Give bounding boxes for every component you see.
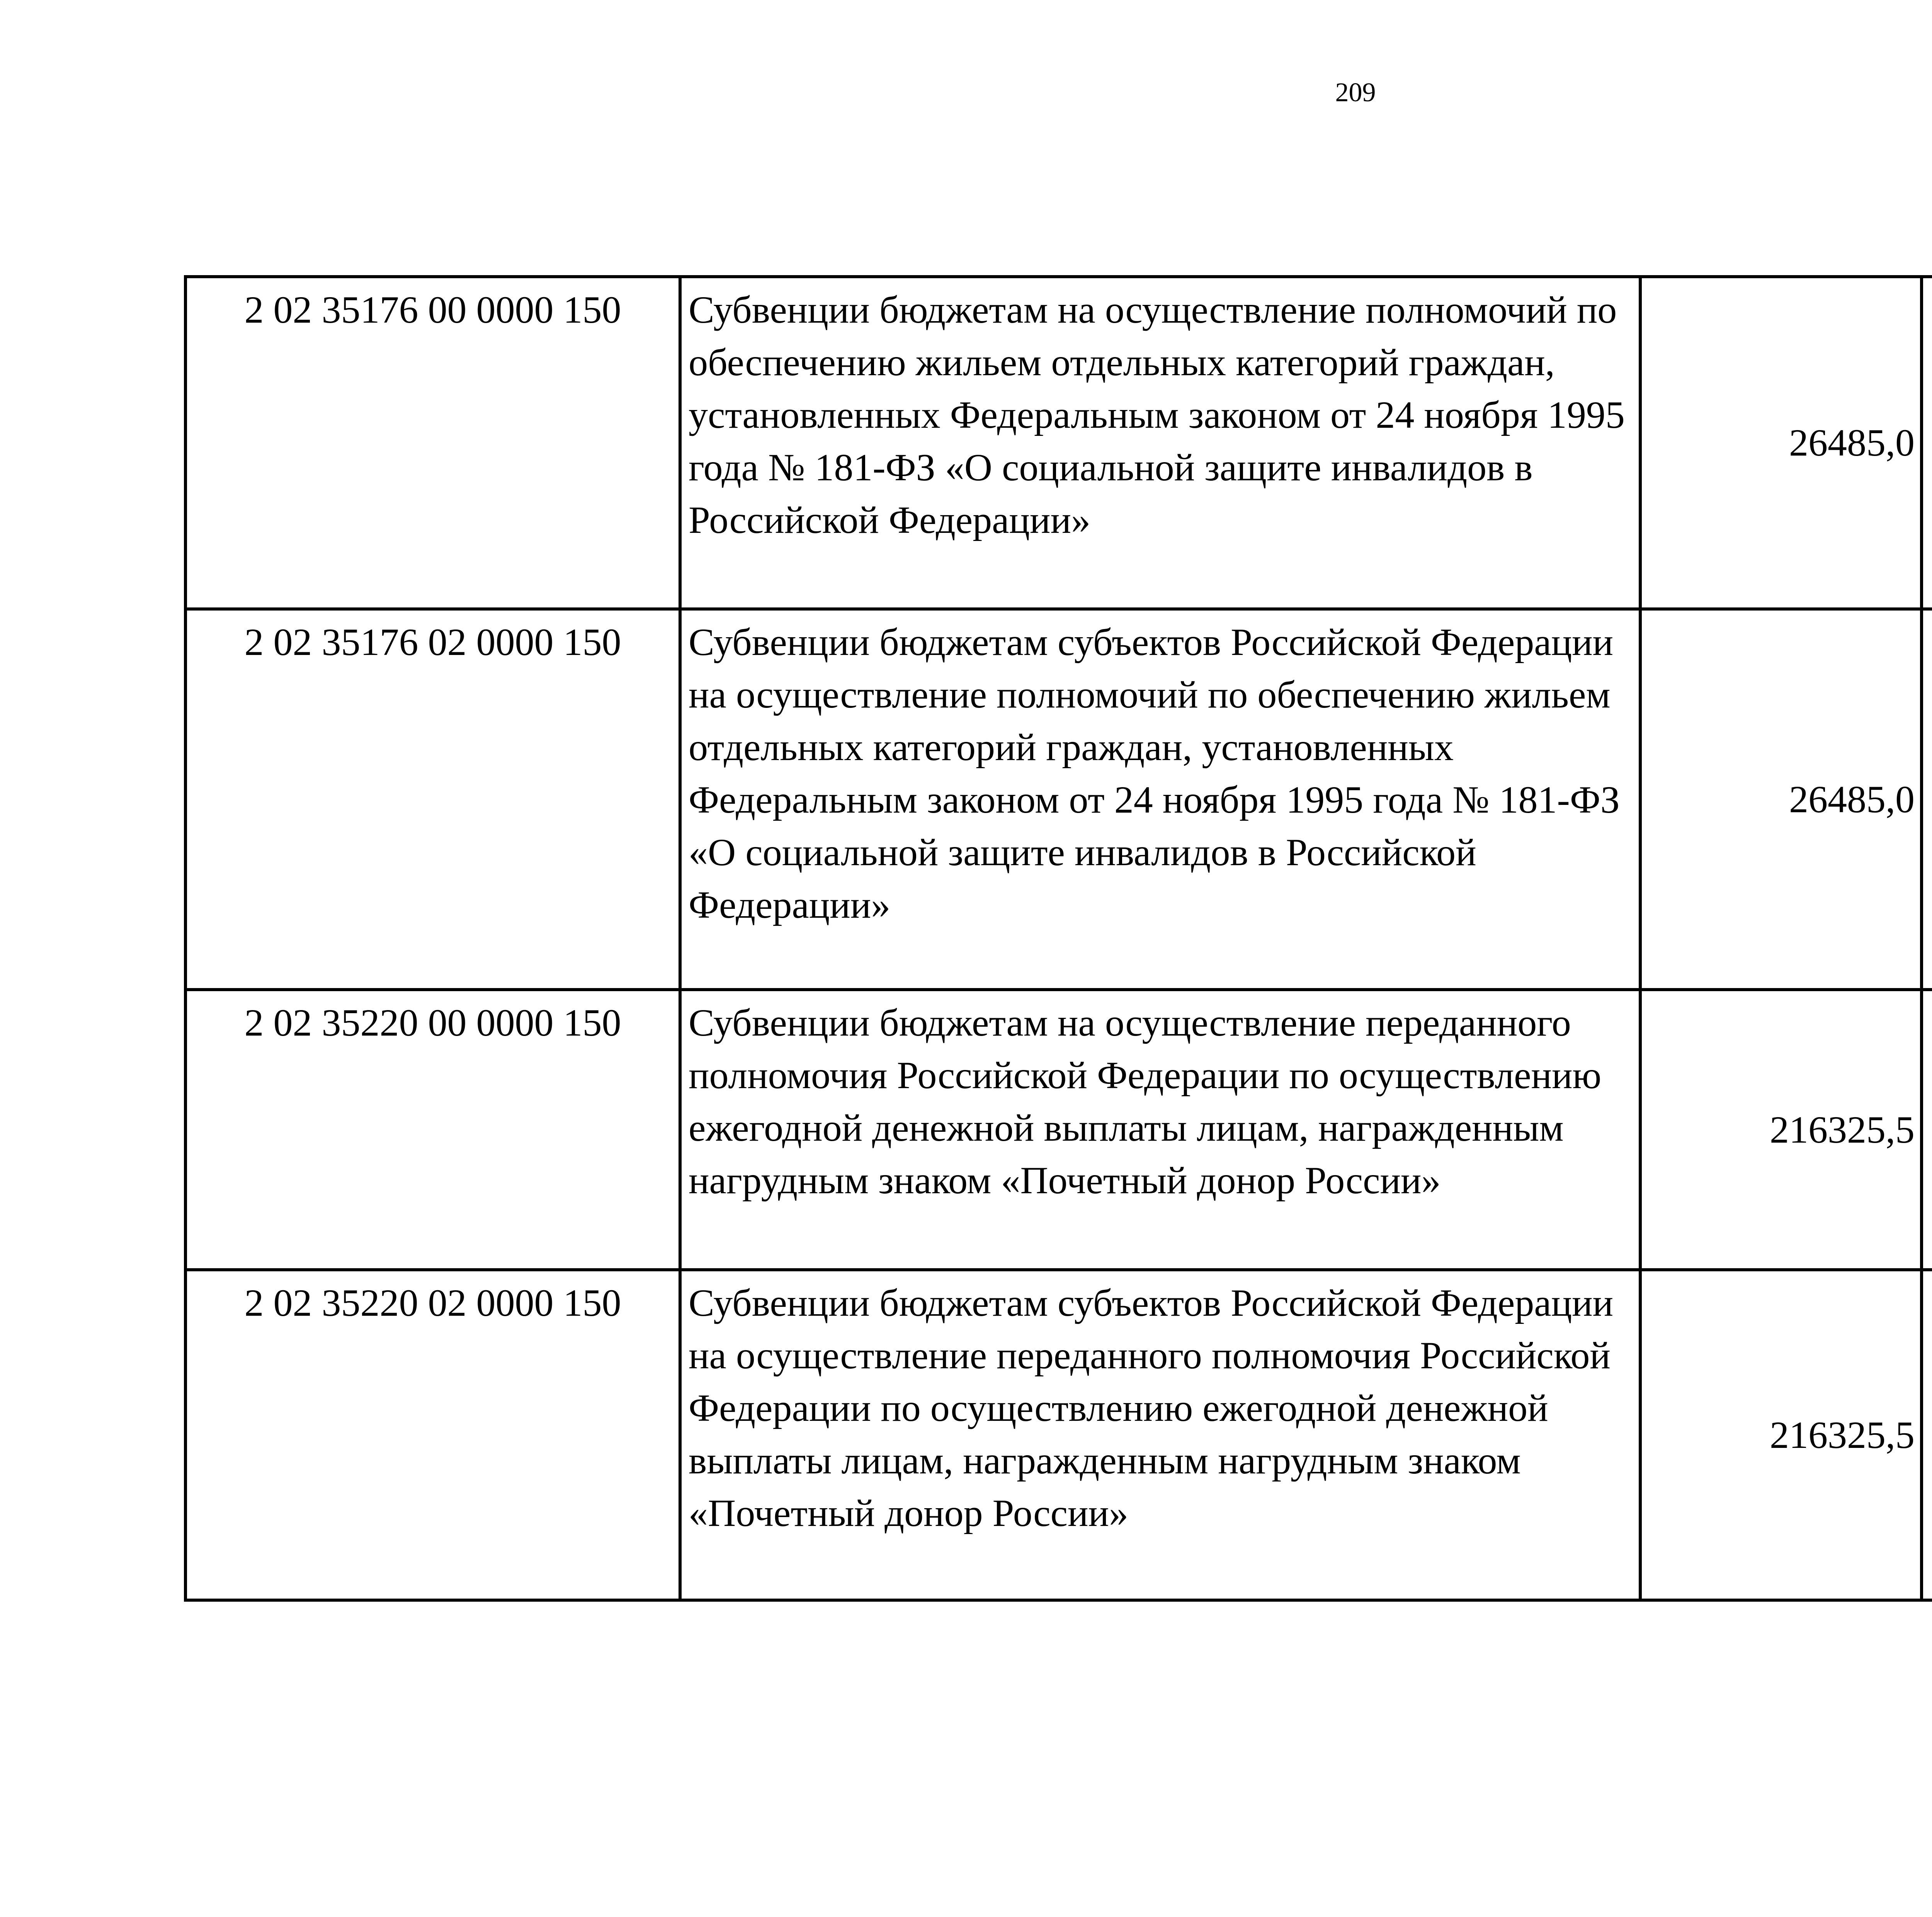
budget-description: Субвенции бюджетам субъектов Российской Федерации на осуществление полномочий по обеспечению жильем отдельных категорий граждан, установленных Федеральным законом от 24 ноября 1995 года № 181-ФЗ «О социальной защите инвалидов в Российской Федерации» [680,609,1640,990]
value-year-2 [1922,990,1932,1270]
budget-description: Субвенции бюджетам субъектов Российской Федерации на осуществление переданного полномочия Российской Федерации по осуществлению ежегодной денежной выплаты лицам, награжденным нагрудным знаком «Почетный донор России» [680,1270,1640,1600]
table-row [185,990,1932,1270]
value-year-1: 26485,0 [1640,609,1922,990]
budget-table [184,275,1932,1602]
table-row [185,1270,1932,1600]
budget-code: 2 02 35220 00 0000 150 [185,990,680,1270]
value-year-2 [1922,277,1932,609]
table-row [185,277,1932,609]
budget-code: 2 02 35220 02 0000 150 [185,1270,680,1600]
budget-code: 2 02 35176 00 0000 150 [185,277,680,609]
value-year-2 [1922,1270,1932,1600]
budget-code: 2 02 35176 02 0000 150 [185,609,680,990]
budget-description: Субвенции бюджетам на осуществление переданного полномочия Российской Федерации по осуществлению ежегодной денежной выплаты лицам, награжденным нагрудным знаком «Почетный донор России» [680,990,1640,1270]
value-year-1: 216325,5 [1640,1270,1922,1600]
value-year-2 [1922,609,1932,990]
page-number: 209 [1335,78,1376,107]
budget-description: Субвенции бюджетам на осуществление полномочий по обеспечению жильем отдельных категорий граждан, установленных Федеральным законом от 24 ноября 1995 года № 181-ФЗ «О социальной защите инвалидов в Российской Федерации» [680,277,1640,609]
table-row [185,609,1932,990]
value-year-1: 216325,5 [1640,990,1922,1270]
value-year-1: 26485,0 [1640,277,1922,609]
